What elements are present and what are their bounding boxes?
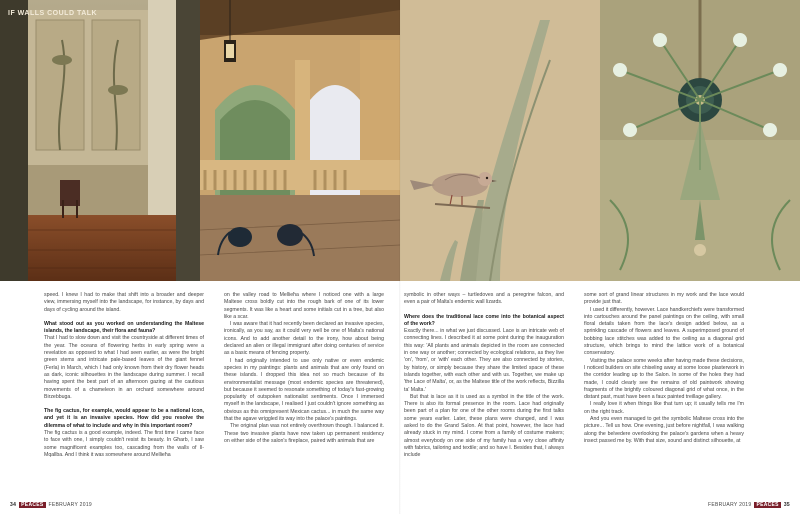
- paragraph: symbolic in other ways – turtledoves and a peregrine falcon, and even a pair of Malta's endemic wall lizards.: [404, 292, 564, 306]
- article-column: [584, 292, 744, 488]
- paragraph: But that is lace as it is used as a symbol in the title of the work. There is also its formal presence in the room. Lace had originally been part of a plan for one of the other rooms during the first talks some years earlier. Later, these plans were changed, and I was asked to do the Grand Salon. At that point, however, the lace had already stuck in my mind. I come from a family of costume makers; almost everybody on one side of my family has a very close affinity with fabrics, tailoring and textile; and so have I. Besides that, I always include: [404, 393, 564, 459]
- article-body: [44, 292, 760, 488]
- section-label: IF WALLS COULD TALK: [8, 10, 98, 17]
- page-number-left: 34: [10, 502, 17, 508]
- paragraph: The original plan was not entirely overthrown though. I balanced it. These two invasive plants have now taken up permanent residency on either side of the salon's fireplace, paired with animals that are: [224, 423, 384, 444]
- footer-left: [10, 502, 92, 508]
- paragraph: And you even managed to get the symbolic Maltese cross into the picture... Tell us how. One evening, just before nightfall, I was walking along the belvedere overlooking the palace's gardens when a heavy insect passed me by. With that size, sound and distinct silhouette, at: [584, 416, 744, 444]
- article-column: [404, 292, 564, 488]
- paragraph: speed. I knew I had to make that shift into a broader and deeper view, immersing myself into the landscape, for instance, by days and days of cycling around the island.: [44, 292, 204, 313]
- paragraph: That I had to slow down and visit the countryside at different times of the year. The oceans of flowering herbs in early spring were a revelation as opposed to what I had seen earlier, as were the bright green stems and intricate pale-based leaves of the giant fennel (Ferla) in March, which I had only known from their dry flower heads as dark, iconic silhouettes in the landscape during summer. I recall having spent the best part of an afternoon gazing at the cautious movements of a chameleon in an orchard somewhere around Birzebbuga.: [44, 335, 204, 400]
- page-number-right: 35: [783, 502, 790, 508]
- paragraph: I was aware that it had recently been declared an invasive species, ironically, as you say, as it could very well be one of Malta's national icons. And to add another detail to the irony, how about being declared an alien or illegal immigrant after doing centuries of service as a basic means of fencing property.: [224, 321, 384, 357]
- magazine-brand-right: PEACES: [756, 502, 779, 508]
- magazine-brand-left: PEACES: [21, 502, 44, 508]
- paragraph: some sort of grand linear structures in my work and the lace would provide just that.: [584, 292, 744, 306]
- issue-date-left: FEBRUARY 2019: [48, 502, 93, 508]
- photo-fresco-turtledove: [400, 0, 600, 281]
- paragraph: The fig cactus is a good example, indeed. The first time I came face to face with one, I simply couldn't resist its beauty. In Għarb, I saw some magnificent examples too, cascading from the walls of Il-Mqallba. And I think it was somewhere around Mellieħa: [44, 430, 204, 458]
- issue-date-right: FEBRUARY 2019: [707, 502, 752, 508]
- article-column: [44, 292, 204, 488]
- paragraph: I used it differently, however. Lace handkerchiefs were transformed into cartouches around the panel paintings on the ceiling, with small floral details taken from the lace's design added below, as a sprinkling cascade of flowers and leaves. A superimposed ground of bobbing lace stitches was added to the ceiling as a diagonal grid structure, which brings to mind the lattice work of a botanical conservatory.: [584, 306, 744, 357]
- interview-question: What stood out as you worked on understanding the Maltese islands, the landscape, their flora and fauna?: [44, 320, 204, 335]
- photo-interior-room: [0, 0, 200, 281]
- paragraph: I had originally intended to use only native or even endemic species in my paintings: plants and animals that are only found on these islands. I dropped this idea not so much because of its environmentalist message (most endemic species are threatened), but because it seemed to resonate something of today's fast-growing popularity of outspoken nationalist sentiments. Once I immersed myself in the landscape, I realised I just couldn't ignore something as obvious as this omnipresent Mexican cactus... in much the same way that the agave wriggled its way into the palace's paintings.: [224, 357, 384, 423]
- photo-loggia-peacocks: [200, 0, 400, 281]
- article-column: [224, 292, 384, 488]
- footer-right: [708, 502, 790, 508]
- photo-chandelier: [600, 0, 800, 281]
- paragraph: on the valley road to Mellieħa where I noticed one with a large Maltese cross boldly cut into the rough bark of one of its lower segments. It was like a heart and some initials cut in a tree, but also like a scar.: [224, 292, 384, 320]
- interview-question: The fig cactus, for example, would appear to be a national icon, and yet it is an invasive species. How did you resolve the dilemma of what to include and why in this important room?: [44, 408, 204, 429]
- interview-question: Where does the traditional lace come into the botanical aspect of the work?: [404, 313, 564, 327]
- paragraph: Visiting the palace some weeks after having made these decisions, I noticed builders on site chiseling away at some loose plasterwork in the corridor leading up to the Salon. In some of the holes they had made, I could clearly see the remains of old paintwork showing fragments of the brightly coloured diagonal grid of what once, in the distant past, must have been a faux painted treillage gallery.: [584, 357, 744, 401]
- paragraph: Exactly there... in what we just discussed. Lace is an intricate web of connecting lines. I described it at some point during the inauguration this way: 'All plants and animals depicted in the room are connected in one way or another; connected by ecological relations, as they live 'on', 'from', or 'with' each other. They are also connected by stories, by history, or simply because they share the limited space of these islands together, with each other and with us. Together, we make up 'the Lace of Malta', or, as the Maltese title of the work reflects, Bizzilla ta' Malta.': [404, 328, 564, 393]
- paragraph: I really love it when things like that turn up; it usually tells me I'm on the right track.: [584, 401, 744, 415]
